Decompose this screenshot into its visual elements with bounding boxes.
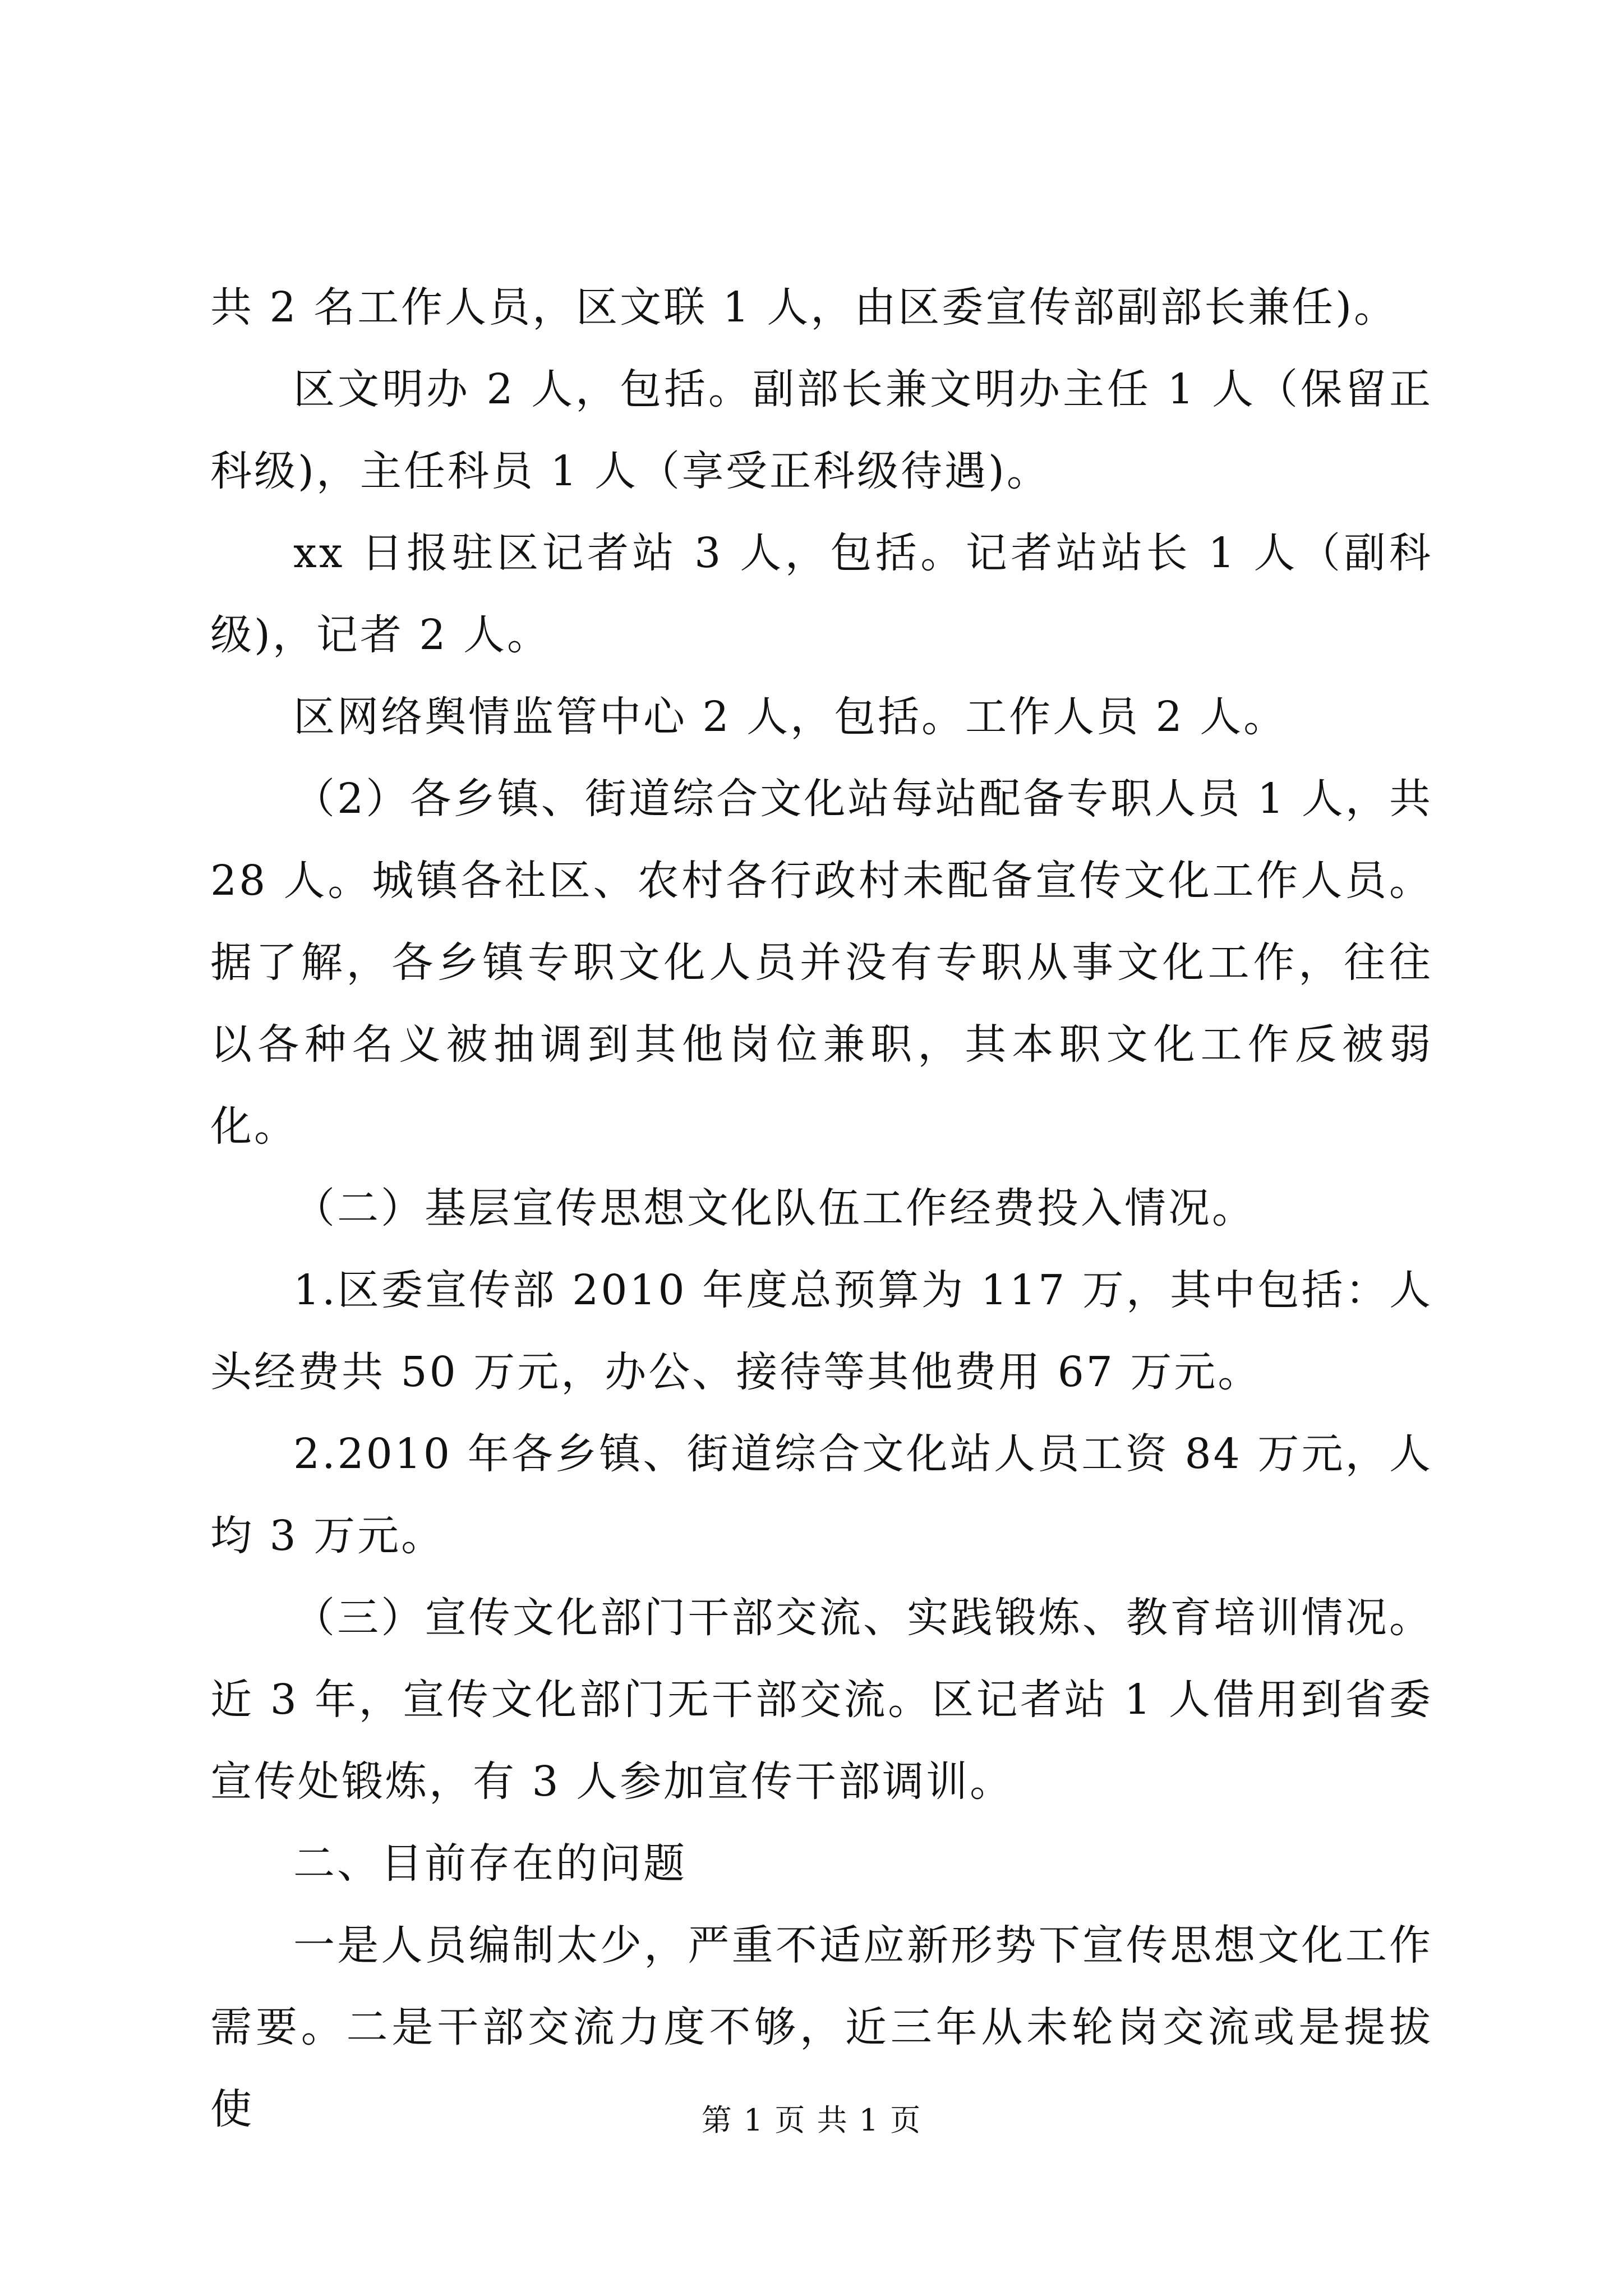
paragraph-opinion-center: 区网络舆情监管中心 2 人，包括。工作人员 2 人。 <box>293 693 1288 741</box>
section-heading-funding: （二）基层宣传思想文化队伍工作经费投入情况。 <box>293 1184 1256 1232</box>
paragraph-budget: 1.区委宣传部 2010 年度总预算为 117 万，其中包括：人头经费共 50 万元，办公、接待等其他费用 67 万元。 <box>210 1266 1433 1396</box>
document-body <box>210 266 1433 2150</box>
paragraph-problems: 一是人员编制太少，严重不适应新形势下宣传思想文化工作需要。二是干部交流力度不够，近三年从未轮岗交流或是提拔使 <box>210 1921 1433 2133</box>
paragraph-training: （三）宣传文化部门干部交流、实践锻炼、教育培训情况。近 3 年，宣传文化部门无干部交流。区记者站 1 人借用到省委宣传处锻炼，有 3 人参加宣传干部调训。 <box>210 1594 1433 1806</box>
paragraph-continuation: 共 2 名工作人员，区文联 1 人，由区委宣传部副部长兼任)。 <box>210 283 1398 332</box>
paragraph-reporter-station: xx 日报驻区记者站 3 人，包括。记者站站长 1 人（副科级)，记者 2 人。 <box>210 529 1433 659</box>
paragraph-civilization-office: 区文明办 2 人，包括。副部长兼文明办主任 1 人（保留正科级)，主任科员 1 人（享受正科级待遇)。 <box>210 365 1433 495</box>
page-footer: 第 1 页 共 1 页 <box>701 2102 922 2138</box>
paragraph-salaries: 2.2010 年各乡镇、街道综合文化站人员工资 84 万元，人均 3 万元。 <box>210 1430 1433 1560</box>
paragraph-township-stations: （2）各乡镇、街道综合文化站每站配备专职人员 1 人，共 28 人。城镇各社区、农村各行政村未配备宣传文化工作人员。据了解，各乡镇专职文化人员并没有专职从事文化工作，往往以各种名义被抽调到其他岗位兼职，其本职文化工作反被弱化。 <box>210 775 1433 1151</box>
section-heading-problems: 二、目前存在的问题 <box>293 1839 687 1888</box>
